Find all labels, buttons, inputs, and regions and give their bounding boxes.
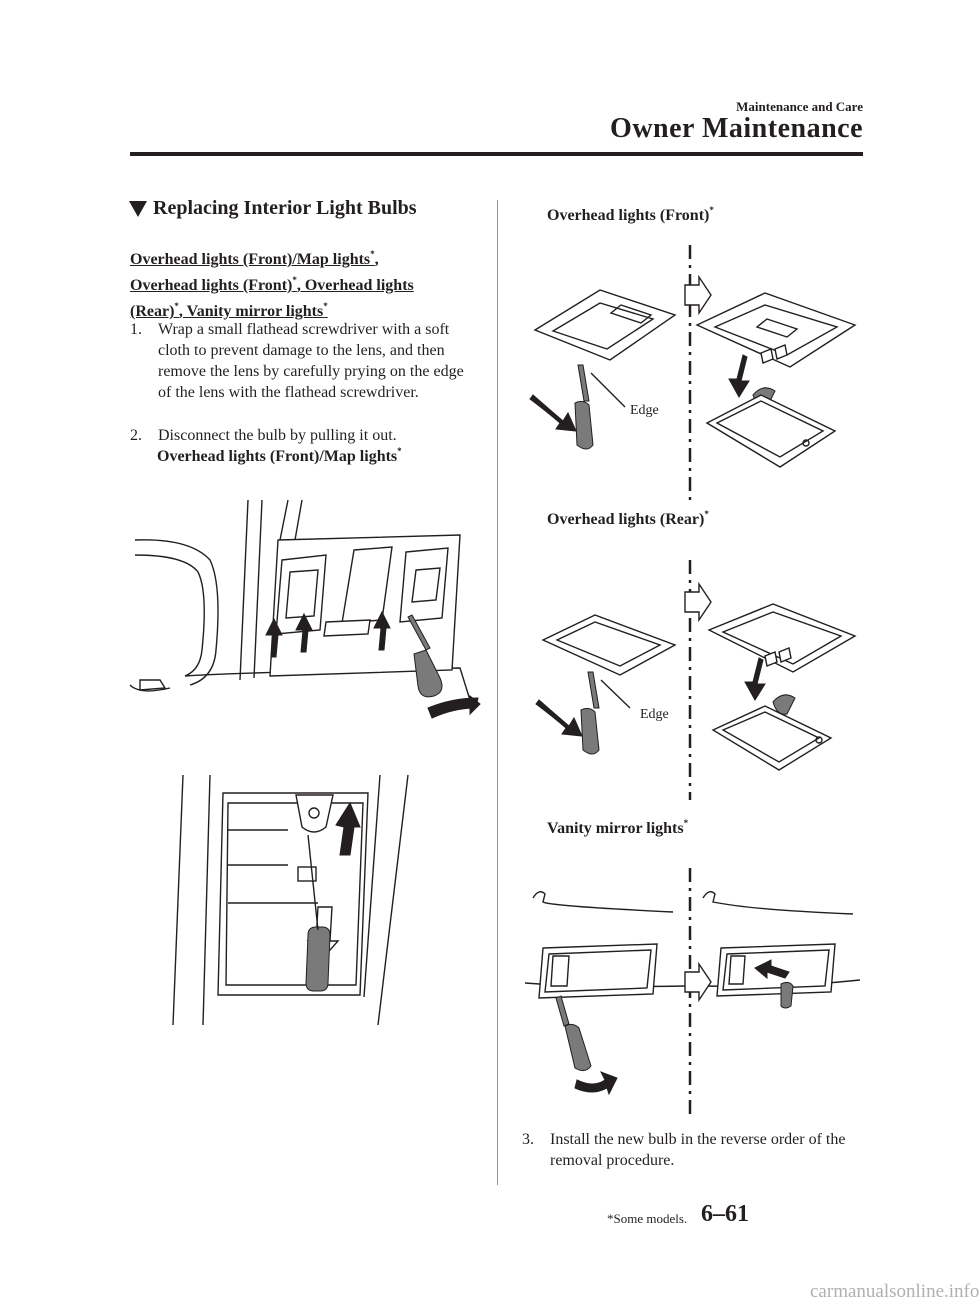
- step-2: [130, 425, 470, 446]
- edge-label: Edge: [640, 707, 669, 722]
- asterisk: *: [704, 509, 709, 519]
- asterisk: *: [683, 818, 689, 828]
- header-rule: [130, 152, 863, 156]
- caption-text: Overhead lights (Front)/Map lights: [157, 448, 398, 465]
- step-text: Install the new bulb in the reverse order of the removal procedure.: [550, 1131, 846, 1169]
- section-title: [129, 197, 417, 220]
- figure-caption-vanity: [547, 818, 688, 838]
- caption-text: Overhead lights (Rear): [547, 511, 705, 528]
- illustration-bulb-closeup: [168, 775, 418, 1025]
- triangle-bullet-icon: [129, 201, 147, 217]
- running-header-chapter: Owner Maintenance: [610, 113, 863, 144]
- illustration-rear-lights: [525, 560, 865, 800]
- asterisk: *: [397, 446, 402, 456]
- illustration-front-map-lights: [130, 500, 480, 745]
- figure-caption-front-map: [157, 446, 402, 466]
- subheading: [130, 244, 450, 322]
- step-1: [130, 319, 470, 403]
- caption-text: Vanity mirror lights: [547, 820, 684, 837]
- step-text: Wrap a small flathead screwdriver with a soft cloth to prevent damage to the lens, and then remove the lens by carefully prying on the edge of the lens with the flathead screwdriver.: [158, 321, 464, 401]
- watermark: carmanualsonline.info: [810, 1281, 979, 1302]
- step-number: 2.: [130, 427, 142, 444]
- subheading-part: Overhead lights (Front)/Map lights: [130, 251, 371, 268]
- asterisk: *: [709, 205, 714, 215]
- step-number: 1.: [130, 321, 142, 338]
- footnote: *Some models.: [607, 1211, 688, 1226]
- step-3: [522, 1129, 862, 1171]
- section-title-text: Replacing Interior Light Bulbs: [153, 197, 417, 219]
- step-number: 3.: [522, 1131, 534, 1148]
- caption-text: Overhead lights (Front): [547, 207, 710, 224]
- asterisk: *: [292, 275, 297, 285]
- figure-caption-front: [547, 205, 714, 225]
- illustration-vanity-mirror-lights: [525, 868, 860, 1118]
- subheading-part: , Overhead lights (Front): [130, 251, 379, 294]
- asterisk: *: [323, 301, 328, 311]
- step-text: Disconnect the bulb by pulling it out.: [158, 427, 397, 444]
- asterisk: *: [174, 301, 179, 311]
- figure-caption-rear: [547, 509, 709, 529]
- edge-label: Edge: [630, 403, 659, 418]
- page-number: 6–61: [701, 1201, 749, 1227]
- subheading-part: , Vanity mirror lights: [178, 303, 324, 320]
- illustration-front-lights: [525, 245, 865, 500]
- column-divider: [497, 200, 498, 1185]
- running-header-section: Maintenance and Care: [736, 99, 863, 114]
- asterisk: *: [370, 249, 375, 259]
- subheading-part: , Overhead lights (Rear): [130, 277, 414, 320]
